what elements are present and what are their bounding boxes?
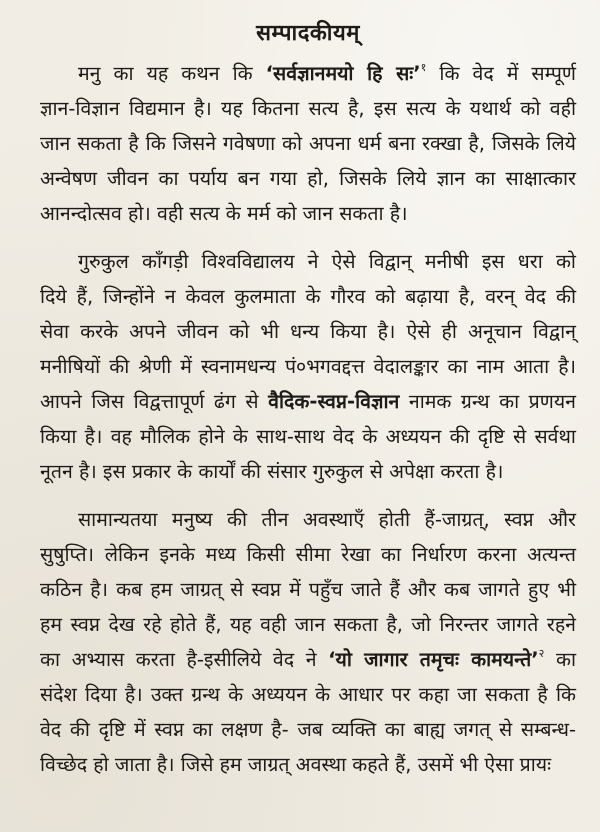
footnote-marker: १ — [420, 61, 427, 74]
text-line: का अभ्यास करता है-इसीलिये वेद ने ‘यो जागार तमृचः कामयन्ते’$^२$ का — [40, 647, 576, 671]
text-line: संदेश दिया है। उक्त ग्रन्थ के अध्ययन के आधार पर कहा जा सकता है कि — [40, 683, 576, 706]
paragraph — [40, 244, 576, 489]
text-line: किया है। वह मौलिक होने के साथ-साथ वेद के अध्ययन की दृष्टि से सर्वथा — [40, 425, 576, 448]
emphasized-quote: वैदिक-स्वप्न-विज्ञान — [268, 390, 400, 413]
text-line: दिये हैं, जिन्होंने न केवल कुलमाता के गौरव को बढ़ाया है, वरन् वेद की — [40, 285, 576, 308]
emphasized-quote: ‘सर्वज्ञानमयो हि सः’ — [265, 62, 421, 85]
paragraph — [40, 56, 576, 231]
text-line: वेद की दृष्टि में स्वप्न का लक्षण है- जब व्यक्ति का बाह्य जगत् से सम्बन्ध- — [40, 718, 576, 741]
text-line: सेवा करके अपने जीवन को भी धन्य किया है। ऐसे ही अनूचान विद्वान् — [40, 320, 576, 343]
text-line: सुषुप्ति। लेकिन इनके मध्य किसी सीमा रेखा का निर्धारण करना अत्यन्त — [40, 543, 576, 566]
editorial-body — [40, 56, 576, 782]
footnote-marker: २ — [538, 647, 545, 660]
text-line: हम स्वप्न देख रहे होते हैं, यह वही जान सकता है, जो निरन्तर जागते रहने — [40, 613, 576, 636]
text-line: आपने जिस विद्वत्तापूर्ण ढंग से वैदिक-स्वप्न-विज्ञान नामक ग्रन्थ का प्रणयन — [40, 390, 576, 413]
editorial-page — [40, 14, 576, 795]
text-line: विच्छेद हो जाता है। जिसे हम जाग्रत् अवस्था कहते हैं, उसमें भी ऐसा प्रायः — [40, 753, 552, 776]
text-line: जान सकता है कि जिसने गवेषणा को अपना धर्म बना रक्खा है, जिसके लिये — [40, 132, 576, 155]
text-line: अन्वेषण जीवन का पर्याय बन गया हो, जिसके लिये ज्ञान का साक्षात्कार — [40, 167, 576, 190]
text-line: सामान्यतया मनुष्य की तीन अवस्थाएँ होती हैं-जाग्रत्, स्वप्न और — [78, 508, 576, 531]
text-line: नूतन है। इस प्रकार के कार्यों की संसार गुरुकुल से अपेक्षा करता है। — [40, 460, 504, 483]
text-line: आनन्दोत्सव हो। वही सत्य के मर्म को जान सकता है। — [40, 202, 408, 225]
text-line: मनीषियों की श्रेणी में स्वनामधन्य पं०भगवद्दत्त वेदालङ्कार का नाम आता है। — [40, 355, 576, 378]
text-line: कठिन है। कब हम जाग्रत् से स्वप्न में पहुँच जाते हैं और कब जागते हुए भी — [40, 578, 576, 601]
text-line: मनु का यह कथन कि ‘सर्वज्ञानमयो हि सः’$^१$ कि वेद में सम्पूर्ण — [78, 61, 576, 85]
emphasized-quote: ‘यो जागार तमृचः कामयन्ते’ — [328, 648, 539, 671]
page-title: सम्पादकीयम् — [256, 21, 360, 46]
paragraph — [40, 502, 576, 782]
text-line: ज्ञान-विज्ञान विद्यमान है। यह कितना सत्य है, इस सत्य के यथार्थ को वही — [40, 97, 576, 120]
text-line: गुरुकुल काँगड़ी विश्वविद्यालय ने ऐसे विद्वान् मनीषी इस धरा को — [78, 250, 576, 273]
